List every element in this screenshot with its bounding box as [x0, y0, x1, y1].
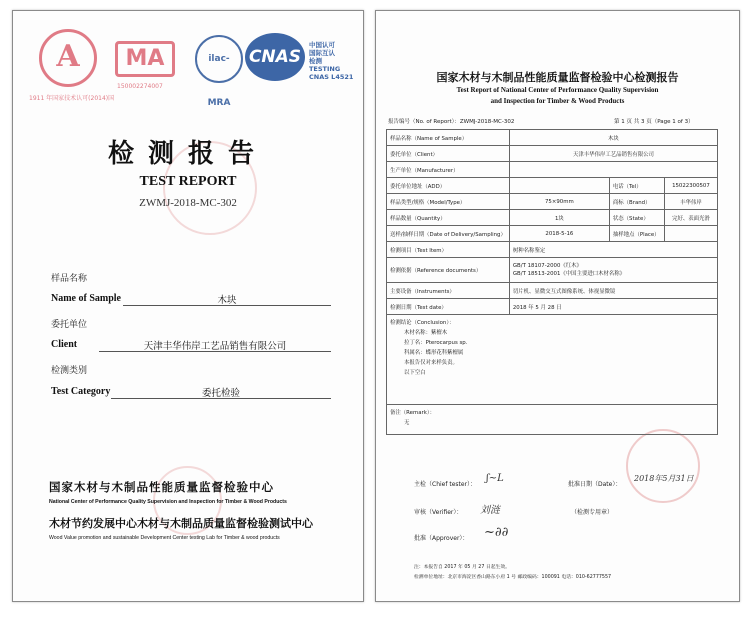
stamp-label: （检测专用章） — [571, 509, 614, 516]
cma-logo: MA — [115, 41, 175, 77]
footer-org-en-2: Wood Value promotion and sustainable Development Center testing Lab for Timber & wood products — [49, 535, 280, 541]
client-value: 天津丰华伟岸工艺品销售有限公司 — [143, 341, 287, 352]
approval-date-value: 2018年5月31日 — [634, 474, 694, 483]
footnote-validity: 注：本报告自 2017 年 05 月 27 日起生效。 — [414, 565, 510, 570]
footnote-address: 检测单位地址：北京市海淀区香山路东小府 1 号 邮政编码：100091 电话：010-62777557 — [414, 575, 612, 580]
client-label-cn: 委托单位 — [51, 320, 88, 330]
client-label-en: Client — [51, 339, 78, 350]
approver-label: 批准（Approver）： — [414, 535, 469, 542]
report-title-en: Test Report of National Center of Performance Quality Supervision and Inspection for Timber & Wood Products — [456, 86, 659, 105]
cma-logo-caption: 150002274007 — [117, 83, 163, 90]
sample-label-cn: 样品名称 — [51, 274, 88, 284]
approval-date-label: 批准日期（Date）： — [568, 481, 622, 488]
table-row: 检测项目（Test Item） 树种名称鉴定 — [387, 242, 718, 258]
report-page — [375, 10, 740, 602]
approval-seal-stamp — [626, 429, 700, 503]
cover-title-en: TEST REPORT — [139, 174, 237, 189]
table-row: 样品数量（Quantity） 1块 状态（State） 完好、表面光滑 — [387, 210, 718, 226]
chief-tester-signature: ʃ~L — [486, 473, 504, 484]
cal-logo-caption: 1911 年国家技术认可(2014)国 — [29, 95, 115, 102]
report-form-table — [386, 129, 718, 435]
category-value: 委托检验 — [201, 388, 240, 399]
table-row: 主要设备（Instruments） 切片机、显微交互式图像系统、体视显微镜 — [387, 283, 718, 299]
footer-org-cn-2: 木材节约发展中心木材与木制品质量监督检验测试中心 — [49, 517, 313, 530]
category-label-en: Test Category — [51, 386, 111, 397]
report-title-cn: 国家木材与木制品性能质量监督检验中心检测报告 — [436, 71, 679, 84]
table-row: 生产单位（Manufacturer） — [387, 162, 718, 178]
footer-org-cn-1: 国家木材与木制品性能质量监督检验中心 — [49, 480, 274, 494]
verifier-label: 审核（Verifier）： — [414, 509, 463, 516]
table-row: 委托单位（Client） 天津丰华伟岸工艺品销售有限公司 — [387, 146, 718, 162]
ilac-mra-logo: ilac-MRA — [195, 35, 243, 83]
cover-title-cn: 检测报告 — [107, 139, 268, 169]
cover-page — [12, 10, 364, 602]
cal-logo: A — [39, 29, 97, 87]
table-row: 送样/抽样日期（Date of Delivery/Sampling） 2018-5-16 抽样地点（Place） — [387, 226, 718, 242]
table-row: 委托单位地址（ADD） 电话（Tel） 15022300507 — [387, 178, 718, 194]
cnas-side-text: 中国认可 国际互认 检测 TESTING CNAS L4521 — [309, 41, 354, 81]
sample-label-en: Name of Sample — [51, 293, 121, 304]
conclusion-cell: 检测结论（Conclusion）： 木材名称：紫檀木 拉丁名：Pterocarpus sp. 科属名：蝶形花科紫檀属 本报告仅对来样负责。 以下空白 — [387, 315, 718, 405]
table-row: 检测依据（Reference documents） GB/T 18107-2000《红木》 GB/T 18513-2001《中国主要进口木材名称》 — [387, 258, 718, 283]
table-row: 样品名称（Name of Sample） 木块 — [387, 130, 718, 146]
table-row: 样品类型/规格（Model/Type） 75×90mm 商标（Brand） 丰华伟岸 — [387, 194, 718, 210]
table-row — [387, 405, 718, 435]
sample-value: 木块 — [217, 295, 237, 306]
category-label-cn: 检测类别 — [51, 366, 88, 376]
report-number: 报告编号（No. of Report）：ZWMJ-2018-MC-302 — [388, 119, 515, 125]
cover-report-number: ZWMJ-2018-MC-302 — [139, 197, 237, 209]
chief-tester-label: 主检（Chief tester）： — [414, 481, 477, 488]
remark-cell: 备注（Remark）： 无 — [387, 405, 718, 435]
table-row: 检测日期（Test date） 2018 年 5 月 28 日 — [387, 299, 718, 315]
approver-signature: ~∂∂ — [484, 525, 509, 540]
page-info: 第 1 页 共 3 页（Page 1 of 3） — [614, 119, 694, 125]
table-row — [387, 315, 718, 405]
footer-org-en-1: National Center of Performance Quality Supervision and Inspection for Timber & Wood Products — [49, 499, 287, 505]
verifier-signature: 刘涟 — [480, 505, 500, 516]
cnas-logo: CNAS — [245, 33, 305, 81]
